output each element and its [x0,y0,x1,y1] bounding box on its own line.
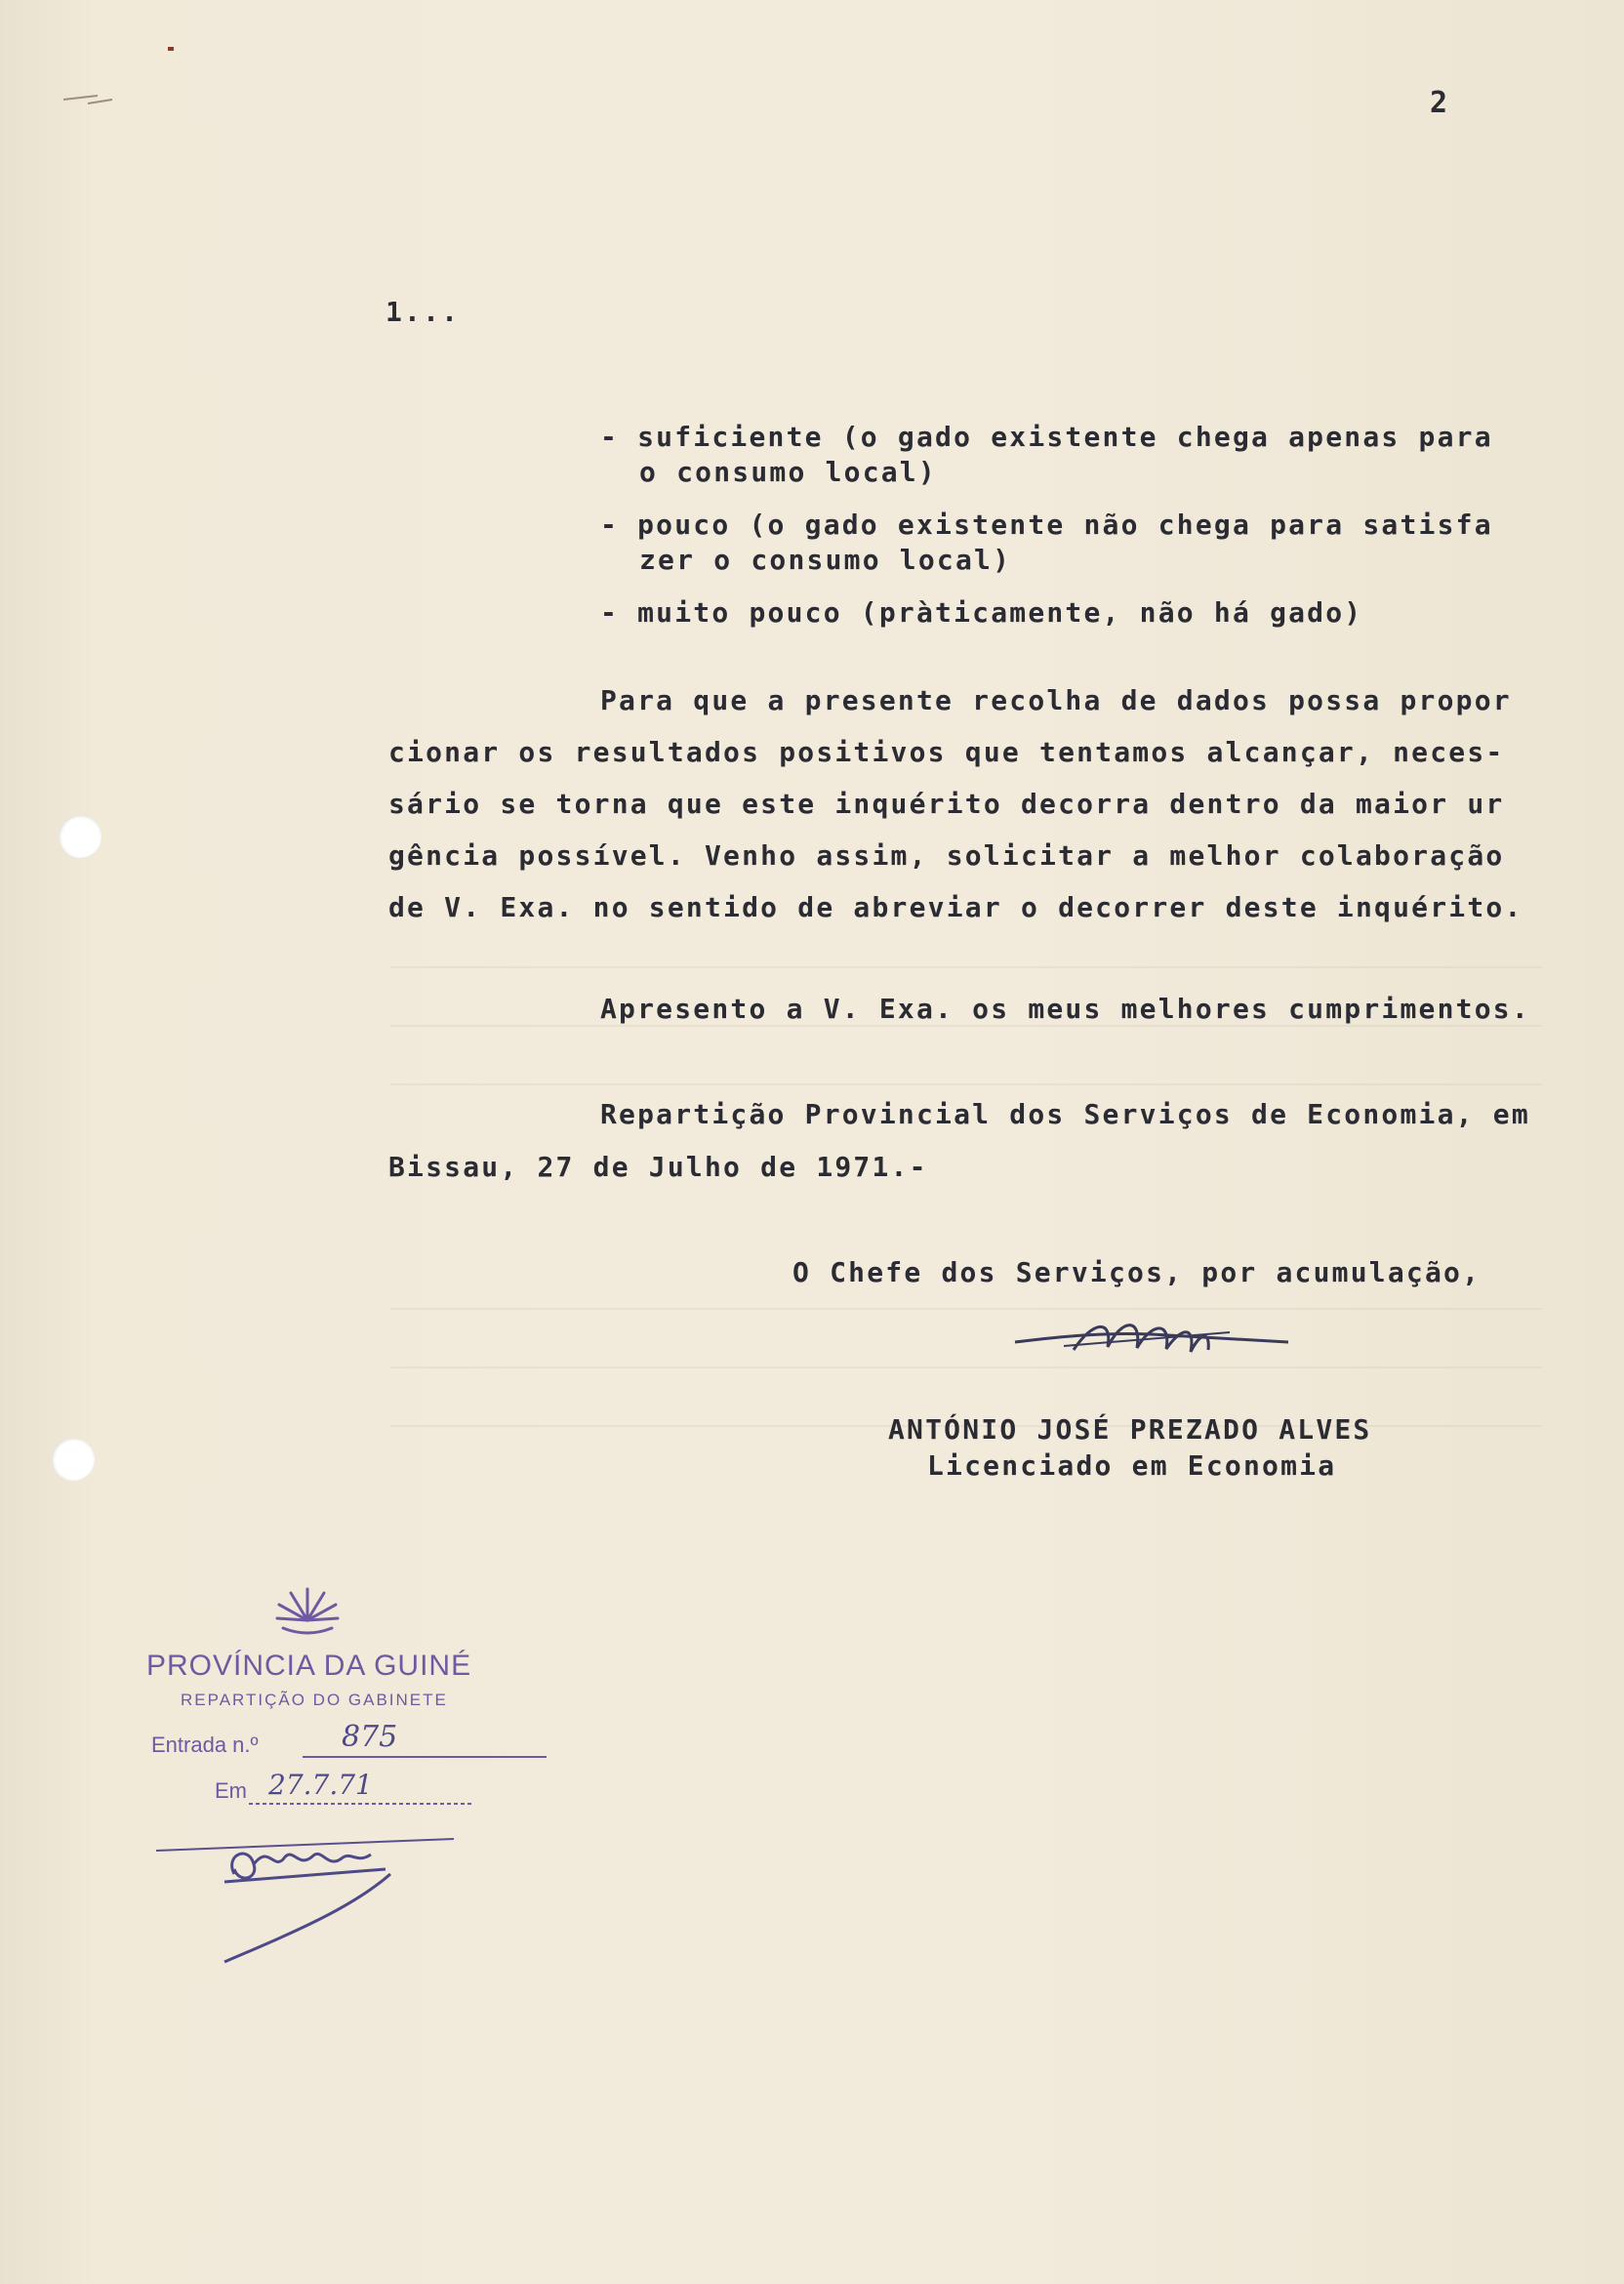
place-date-line-1: Repartição Provincial dos Serviços de Economia, em [600,1098,1530,1130]
paragraph-line: Para que a presente recolha de dados possa propor [600,684,1512,716]
punch-hole-top [59,815,102,858]
stamp-date-value: 27.7.71 [268,1769,373,1801]
signatory-title: Licenciado em Economia [927,1449,1337,1482]
list-item-3-line-1: - muito pouco (pràticamente, não há gado) [600,596,1363,629]
paragraph-line: cionar os resultados positivos que tentamos alcançar, neces- [388,736,1505,768]
paragraph-line: gência possível. Venho assim, solicitar a melhor colaboração [388,839,1505,872]
stamp-subheader: REPARTIÇÃO DO GABINETE [181,1691,448,1709]
list-item-1-line-2: o consumo local) [639,456,937,488]
bleed-through-line [390,1308,1542,1310]
stamp-entry-rule [303,1755,547,1759]
bleed-through-line [390,1366,1542,1368]
list-item-2-line-2: zer o consumo local) [639,544,1012,576]
bleed-through-line [390,1083,1542,1085]
signatory-role: O Chefe dos Serviços, por acumulação, [792,1256,1482,1288]
stamp-initials [156,1815,468,1972]
entry-stamp [137,1571,547,1981]
place-date-line-2: Bissau, 27 de Julho de 1971.- [388,1151,928,1183]
stamp-entry-number: 875 [342,1720,398,1754]
list-item-1-line-1: - suficiente (o gado existente chega apenas para [600,421,1493,453]
signature [1005,1303,1298,1371]
paragraph-line: de V. Exa. no sentido de abreviar o decorrer deste inquérito. [388,891,1523,923]
punch-hole-bottom [52,1438,95,1481]
paragraph-line: sário se torna que este inquérito decorra dentro da maior ur [388,788,1505,820]
crest-icon [273,1581,342,1640]
paper-smudge-marks [59,39,176,176]
page-number: 2 [1430,86,1450,120]
signatory-name: ANTÓNIO JOSÉ PREZADO ALVES [888,1413,1372,1446]
stamp-header: PROVÍNCIA DA GUINÉ [146,1650,472,1682]
greeting: Apresento a V. Exa. os meus melhores cumprimentos. [600,993,1530,1025]
bleed-through-line [390,966,1542,968]
stamp-entry-label: Entrada n.º [151,1733,259,1757]
list-item-2-line-1: - pouco (o gado existente não chega para satisfa [600,509,1493,541]
stamp-date-label: Em [215,1778,247,1803]
stamp-date-rule [249,1802,473,1806]
continuation-mark: 1... [386,296,461,328]
